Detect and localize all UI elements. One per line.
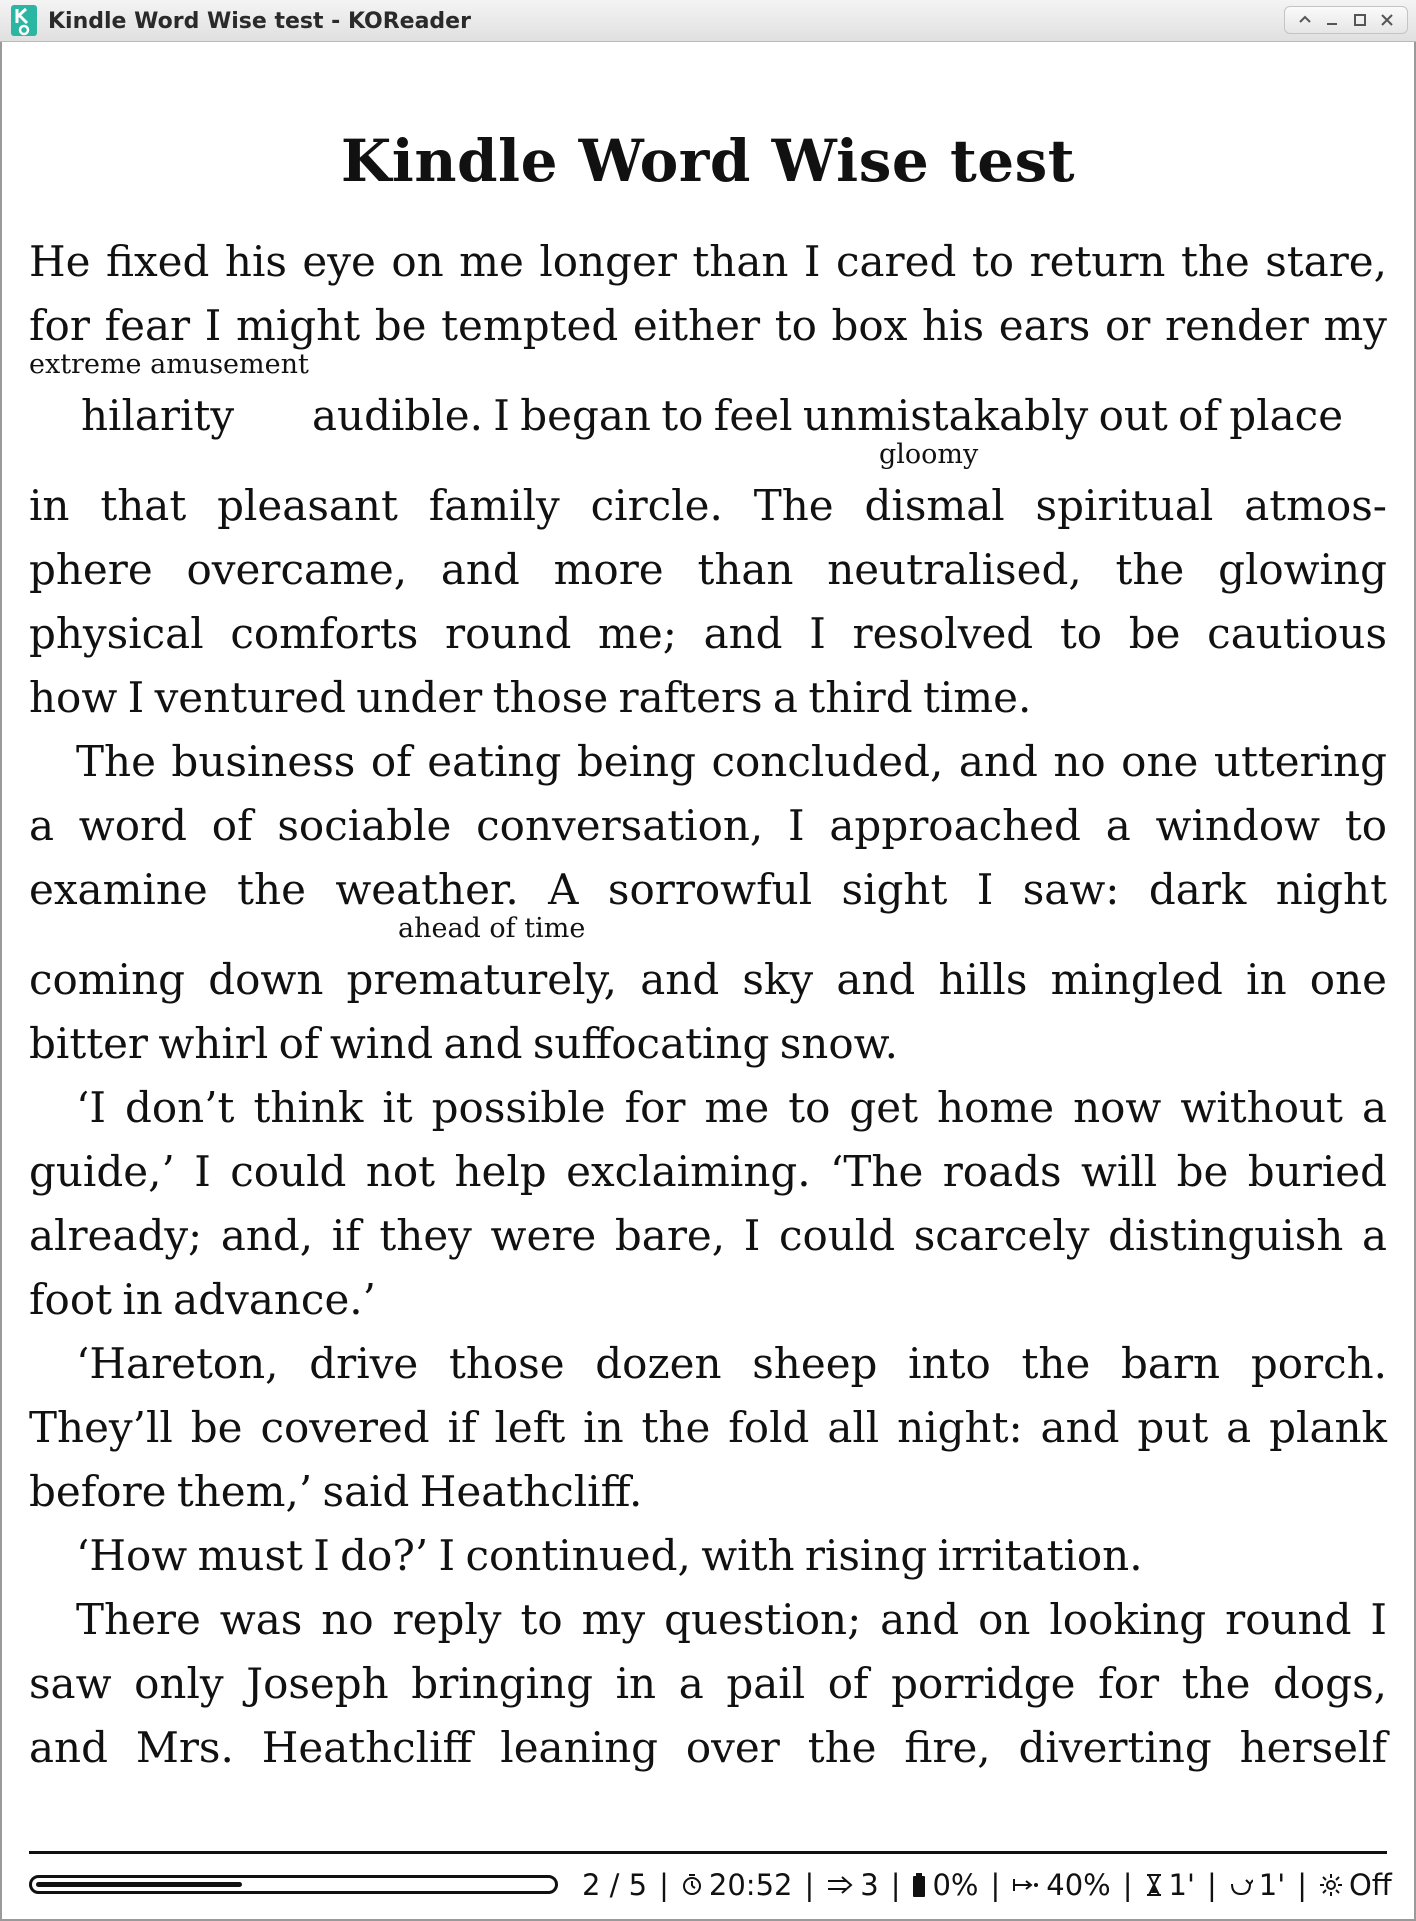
frontlight-icon xyxy=(1319,1873,1343,1897)
page-text[interactable] xyxy=(29,230,1387,1780)
text-line: ‘How must I do?’ I continued, with rising irritation. xyxy=(76,1531,1143,1580)
word-wise-line xyxy=(29,349,1387,448)
text-line: examine the weather. A sorrowful sight I saw: dark night xyxy=(29,865,1387,914)
word-wise-gloss: gloomy xyxy=(879,439,979,470)
pages-left-in-chapter: 3 xyxy=(860,1868,879,1902)
hourglass-icon xyxy=(1145,1873,1163,1897)
koreader-app-icon xyxy=(10,4,38,37)
text-line: ‘I don’t think it possible for me to get home now without a xyxy=(76,1083,1387,1132)
book-percent: 40% xyxy=(1046,1868,1111,1902)
window-titlebar[interactable] xyxy=(0,0,1416,42)
window-title: Kindle Word Wise test - KOReader xyxy=(48,9,471,34)
text-line: physical comforts round me; and I resolved to be cautious xyxy=(29,609,1387,658)
status-bar[interactable]: 2 / 5 | 20:52 | 3 | 0% | 40% | 1' | 1' | Off xyxy=(582,1868,1392,1902)
time-left-book-icon xyxy=(1229,1874,1253,1896)
battery-icon xyxy=(912,1872,926,1898)
status-separator: | xyxy=(659,1868,669,1902)
pages-left-arrow-icon xyxy=(826,1874,854,1896)
text-line: audible. I began to feel unmistakably out of place xyxy=(312,391,1344,440)
word-wise-gloss: extreme amusement xyxy=(29,349,309,380)
book-progress-fill xyxy=(36,1882,242,1887)
time-left-chapter: 1' xyxy=(1168,1868,1195,1902)
book-progress-icon xyxy=(1012,1874,1040,1896)
close-icon[interactable] xyxy=(1378,11,1396,29)
text-line: phere overcame, and more than neutralised, the glowing xyxy=(29,545,1387,594)
book-progress-bar[interactable] xyxy=(29,1875,558,1894)
text-line: a word of sociable conversation, I approached a window to xyxy=(29,801,1387,850)
footer-separator xyxy=(29,1851,1387,1854)
text-line: The business of eating being concluded, and no one uttering xyxy=(76,737,1387,786)
text-line: before them,’ said Heathcliff. xyxy=(29,1467,643,1516)
page-counter: 2 / 5 xyxy=(582,1868,648,1902)
frontlight-status: Off xyxy=(1348,1868,1392,1902)
text-line: and Mrs. Heathcliff leaning over the fire, diverting herself xyxy=(29,1723,1387,1772)
clock-time: 20:52 xyxy=(708,1868,793,1902)
text-line-with-gloss: gloomy in that pleasant family circle. The dismal spiritual atmos- xyxy=(29,439,1387,530)
text-line: how I ventured under those rafters a third time. xyxy=(29,673,1032,722)
word-wise-word[interactable]: hilarity xyxy=(81,391,235,440)
chapter-title: Kindle Word Wise test xyxy=(340,127,1076,195)
text-line: guide,’ I could not help exclaiming. ‘The roads will be buried xyxy=(29,1147,1387,1196)
maximize-icon[interactable] xyxy=(1351,11,1369,29)
window-controls xyxy=(1284,6,1408,34)
clock-icon xyxy=(681,1873,703,1897)
word-wise-gloss: ahead of time xyxy=(398,913,586,944)
text-line: He fixed his eye on me longer than I cared to return the stare, xyxy=(29,237,1387,286)
text-line-with-gloss: ahead of time coming down prematurely, and sky and hills mingled in one xyxy=(29,913,1387,1004)
text-line: for fear I might be tempted either to box his ears or render my xyxy=(29,301,1387,350)
text-line: foot in advance.’ xyxy=(29,1275,377,1324)
minimize-icon[interactable] xyxy=(1323,11,1341,29)
battery-level: 0% xyxy=(932,1868,979,1902)
text-line: already; and, if they were bare, I could scarcely distinguish a xyxy=(29,1211,1387,1260)
text-line: There was no reply to my question; and on looking round I xyxy=(76,1595,1387,1644)
text-line: ‘Hareton, drive those dozen sheep into the barn porch. xyxy=(76,1339,1387,1388)
keep-above-icon[interactable] xyxy=(1296,11,1314,29)
text-line: They’ll be covered if left in the fold all night: and put a plank xyxy=(29,1403,1387,1452)
time-left-book: 1' xyxy=(1258,1868,1286,1902)
text-line: bitter whirl of wind and suffocating snow. xyxy=(29,1019,898,1068)
text-line: saw only Joseph bringing in a pail of porridge for the dogs, xyxy=(29,1659,1387,1708)
